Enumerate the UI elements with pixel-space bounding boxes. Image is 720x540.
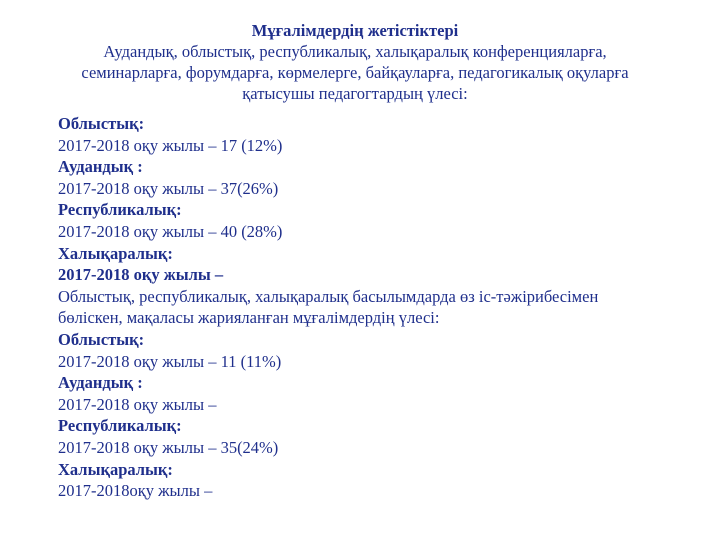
subtitle-line: Аудандық, облыстық, республикалық, халықаралық конференцияларға, — [103, 42, 607, 61]
slide-header — [60, 20, 650, 104]
subtitle-line: семинарларға, форумдарға, көрмелерге, байқауларға, педагогикалық оқуларға — [81, 63, 629, 82]
category-value: 2017-2018 оқу жылы – — [58, 265, 224, 285]
category-value: 2017-2018 оқу жылы – 40 (28%) — [58, 221, 283, 241]
category-label-khalykaralyk: Халықаралық: — [58, 459, 173, 479]
category-label-respublikalyk: Республикалық: — [58, 416, 182, 436]
category-label-oblystyk: Облыстық: — [58, 114, 145, 133]
section-heading-line: Облыстық, республикалық, халықаралық басылымдарда өз іс-тәжірибесімен — [58, 286, 599, 306]
section-heading-line: бөліскен, мақаласы жарияланған мұғалімдердің үлесі: — [58, 308, 440, 328]
category-value: 2017-2018 оқу жылы – 37(26%) — [58, 178, 279, 198]
slide-body — [58, 113, 698, 502]
category-label-oblystyk: Облыстық: — [58, 329, 145, 349]
category-value: 2017-2018 оқу жылы – 35(24%) — [58, 437, 279, 457]
category-value: 2017-2018 оқу жылы – — [58, 394, 217, 414]
category-label-audandyk: Аудандық : — [58, 157, 143, 177]
category-label-audandyk: Аудандық : — [58, 373, 143, 393]
category-label-khalykaralyk: Халықаралық: — [58, 243, 173, 263]
subtitle-line: қатысушы педагогтардың үлесі: — [242, 84, 468, 103]
category-value: 2017-2018оқу жылы – — [58, 481, 213, 501]
slide-title: Мұғалімдердің жетістіктері — [251, 21, 459, 40]
category-label-respublikalyk: Республикалық: — [58, 200, 182, 220]
category-value: 2017-2018 оқу жылы – 17 (12%) — [58, 135, 283, 155]
category-value: 2017-2018 оқу жылы – 11 (11%) — [58, 351, 282, 371]
